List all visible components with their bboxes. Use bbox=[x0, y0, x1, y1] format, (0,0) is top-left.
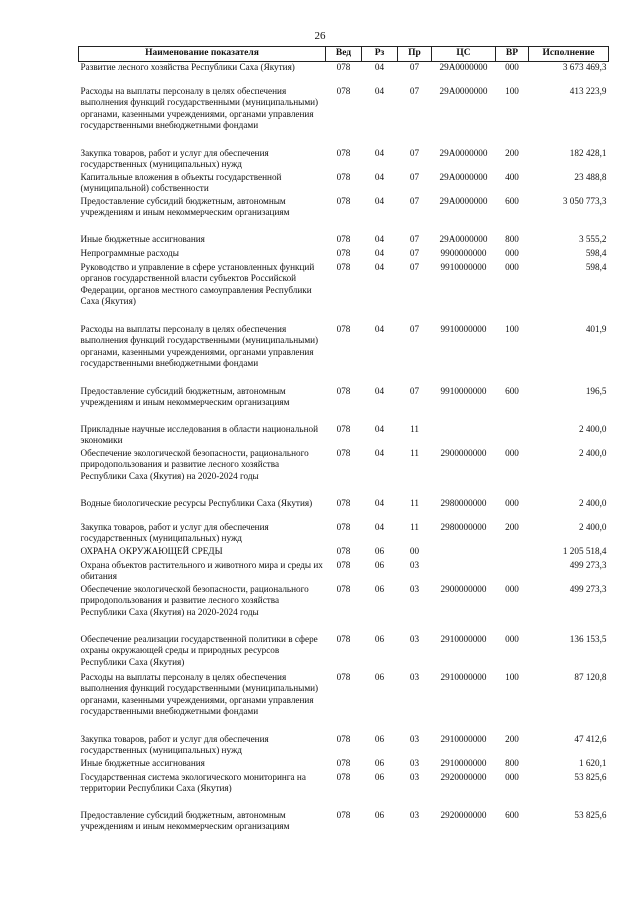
row-ved: 078 bbox=[336, 671, 351, 682]
row-ved: 078 bbox=[336, 771, 351, 782]
row-ved: 078 bbox=[336, 323, 351, 334]
row-name: Руководство и управление в сфере установленных функций органов государственной власти субъектов Российской Федерации, органов местного самоуправления Республики Саха (Якутия) bbox=[80, 261, 315, 307]
row-amount: 598,4 bbox=[585, 261, 607, 272]
row-amount: 53 825,6 bbox=[574, 771, 607, 782]
row-rz: 06 bbox=[374, 671, 385, 682]
header-rz: Рз bbox=[362, 47, 398, 62]
row-rz: 04 bbox=[374, 233, 385, 244]
row-pr: 00 bbox=[409, 545, 420, 556]
row-vr: 000 bbox=[505, 247, 519, 258]
row-name: Иные бюджетные ассигнования bbox=[80, 757, 205, 768]
row-vr: 000 bbox=[505, 583, 519, 594]
row-pr: 07 bbox=[409, 247, 420, 258]
row-cs: 2980000000 bbox=[440, 497, 487, 508]
table-row bbox=[79, 584, 609, 634]
table-row bbox=[79, 248, 609, 262]
row-vr: 000 bbox=[505, 261, 519, 272]
row-vr: 600 bbox=[505, 809, 519, 820]
table-row bbox=[79, 62, 609, 86]
row-ved: 078 bbox=[336, 497, 351, 508]
row-cs: 29А0000000 bbox=[439, 195, 488, 206]
row-rz: 06 bbox=[374, 733, 385, 744]
row-ved: 078 bbox=[336, 85, 351, 96]
header-amount: Исполнение bbox=[529, 47, 609, 62]
row-vr bbox=[496, 424, 529, 448]
table-row bbox=[79, 546, 609, 560]
row-amount: 1 205 518,4 bbox=[562, 545, 607, 556]
row-vr: 100 bbox=[505, 323, 519, 334]
row-cs: 2920000000 bbox=[440, 771, 487, 782]
row-pr: 03 bbox=[409, 633, 420, 644]
row-pr: 07 bbox=[409, 195, 420, 206]
row-pr: 03 bbox=[409, 583, 420, 594]
row-rz: 04 bbox=[374, 423, 385, 434]
row-amount: 413 223,9 bbox=[569, 85, 607, 96]
row-amount: 499 273,3 bbox=[569, 559, 607, 570]
row-amount: 136 153,5 bbox=[569, 633, 607, 644]
row-rz: 04 bbox=[374, 62, 385, 72]
row-pr: 03 bbox=[409, 771, 420, 782]
row-pr: 07 bbox=[409, 261, 420, 272]
row-rz: 04 bbox=[374, 85, 385, 96]
row-vr: 100 bbox=[505, 671, 519, 682]
row-rz: 04 bbox=[374, 385, 385, 396]
row-amount: 196,5 bbox=[585, 385, 607, 396]
table-row bbox=[79, 196, 609, 234]
row-name: Непрограммные расходы bbox=[80, 247, 179, 258]
row-ved: 078 bbox=[336, 261, 351, 272]
row-amount: 3 555,2 bbox=[578, 233, 607, 244]
row-amount: 3 673 469,3 bbox=[562, 62, 607, 72]
row-ved: 078 bbox=[336, 633, 351, 644]
header-pr: Пр bbox=[398, 47, 432, 62]
row-rz: 06 bbox=[374, 809, 385, 820]
row-cs: 2900000000 bbox=[440, 583, 487, 594]
row-name: Прикладные научные исследования в области национальной экономики bbox=[80, 423, 318, 446]
row-amount: 2 400,0 bbox=[578, 447, 607, 458]
row-cs: 2910000000 bbox=[440, 757, 487, 768]
row-pr: 07 bbox=[409, 85, 420, 96]
row-cs: 2910000000 bbox=[440, 633, 487, 644]
row-name: Водные биологические ресурсы Республики Саха (Якутия) bbox=[80, 497, 313, 508]
row-cs: 2910000000 bbox=[440, 671, 487, 682]
row-ved: 078 bbox=[336, 171, 351, 182]
row-amount: 3 050 773,3 bbox=[562, 195, 607, 206]
row-cs: 29А0000000 bbox=[439, 147, 488, 158]
row-vr: 000 bbox=[505, 497, 519, 508]
row-amount: 401,9 bbox=[585, 323, 607, 334]
row-vr bbox=[496, 546, 529, 560]
table-row bbox=[79, 172, 609, 196]
row-ved: 078 bbox=[336, 559, 351, 570]
row-pr: 03 bbox=[409, 809, 420, 820]
row-rz: 04 bbox=[374, 147, 385, 158]
budget-table bbox=[78, 46, 609, 834]
row-ved: 078 bbox=[336, 233, 351, 244]
row-rz: 04 bbox=[374, 521, 385, 532]
row-vr bbox=[496, 560, 529, 584]
row-name: Охрана объектов растительного и животного мира и среды их обитания bbox=[80, 559, 323, 582]
row-cs: 29А0000000 bbox=[439, 171, 488, 182]
row-rz: 06 bbox=[374, 545, 385, 556]
row-name: Обеспечение экологической безопасности, рационального природопользования и развитие лесного хозяйства Республики Саха (Якутия) на 2020-2024 годы bbox=[80, 447, 309, 481]
row-cs: 9910000000 bbox=[440, 385, 487, 396]
row-name: Развитие лесного хозяйства Республики Саха (Якутия) bbox=[80, 62, 295, 72]
table-row bbox=[79, 810, 609, 834]
row-ved: 078 bbox=[336, 733, 351, 744]
table-row bbox=[79, 634, 609, 672]
row-pr: 03 bbox=[409, 733, 420, 744]
row-pr: 07 bbox=[409, 171, 420, 182]
row-name: Закупка товаров, работ и услуг для обеспечения государственных (муниципальных) нужд bbox=[80, 733, 269, 756]
header-vr: ВР bbox=[496, 47, 529, 62]
row-pr: 07 bbox=[409, 385, 420, 396]
row-vr: 200 bbox=[505, 521, 519, 532]
row-rz: 06 bbox=[374, 633, 385, 644]
row-cs: 29А0000000 bbox=[439, 62, 488, 72]
row-amount: 23 488,8 bbox=[574, 171, 607, 182]
row-cs: 2980000000 bbox=[440, 521, 487, 532]
row-pr: 11 bbox=[410, 521, 419, 532]
row-vr: 600 bbox=[505, 195, 519, 206]
table-row bbox=[79, 498, 609, 522]
row-vr: 800 bbox=[505, 233, 519, 244]
row-name: Иные бюджетные ассигнования bbox=[80, 233, 205, 244]
table-row bbox=[79, 772, 609, 810]
table-row bbox=[79, 86, 609, 148]
table-row bbox=[79, 234, 609, 248]
row-rz: 04 bbox=[374, 195, 385, 206]
row-pr: 07 bbox=[409, 62, 420, 72]
row-cs: 2910000000 bbox=[440, 733, 487, 744]
row-name: Закупка товаров, работ и услуг для обеспечения государственных (муниципальных) нужд bbox=[80, 521, 269, 544]
row-ved: 078 bbox=[336, 809, 351, 820]
table-row bbox=[79, 386, 609, 424]
row-ved: 078 bbox=[336, 147, 351, 158]
row-rz: 04 bbox=[374, 497, 385, 508]
table-row bbox=[79, 148, 609, 172]
row-ved: 078 bbox=[336, 423, 351, 434]
row-amount: 2 400,0 bbox=[578, 423, 607, 434]
table-row bbox=[79, 734, 609, 758]
row-rz: 06 bbox=[374, 771, 385, 782]
row-vr: 000 bbox=[505, 447, 519, 458]
row-ved: 078 bbox=[336, 62, 351, 72]
row-name: Предоставление субсидий бюджетным, автономным учреждениям и иным некоммерческим организациям bbox=[80, 385, 290, 408]
row-vr: 800 bbox=[505, 757, 519, 768]
header-ved: Вед bbox=[326, 47, 362, 62]
row-amount: 2 400,0 bbox=[578, 521, 607, 532]
row-ved: 078 bbox=[336, 385, 351, 396]
row-name: Предоставление субсидий бюджетным, автономным учреждениям и иным некоммерческим организациям bbox=[80, 195, 290, 218]
row-pr: 07 bbox=[409, 147, 420, 158]
row-vr: 600 bbox=[505, 385, 519, 396]
row-vr: 400 bbox=[505, 171, 519, 182]
table-row bbox=[79, 324, 609, 386]
header-name: Наименование показателя bbox=[79, 47, 326, 62]
row-name: ОХРАНА ОКРУЖАЮЩЕЙ СРЕДЫ bbox=[80, 545, 223, 556]
row-cs: 9910000000 bbox=[440, 323, 487, 334]
row-vr: 200 bbox=[505, 733, 519, 744]
row-amount: 53 825,6 bbox=[574, 809, 607, 820]
row-amount: 2 400,0 bbox=[578, 497, 607, 508]
table-row bbox=[79, 424, 609, 448]
row-vr: 000 bbox=[505, 771, 519, 782]
row-amount: 182 428,1 bbox=[569, 147, 607, 158]
row-amount: 87 120,8 bbox=[574, 671, 607, 682]
table-row bbox=[79, 522, 609, 546]
row-pr: 03 bbox=[409, 671, 420, 682]
page-number: 26 bbox=[314, 30, 326, 42]
row-rz: 04 bbox=[374, 261, 385, 272]
row-ved: 078 bbox=[336, 247, 351, 258]
row-cs: 9900000000 bbox=[440, 247, 487, 258]
row-rz: 06 bbox=[374, 559, 385, 570]
row-ved: 078 bbox=[336, 195, 351, 206]
table-row bbox=[79, 672, 609, 734]
row-amount: 47 412,6 bbox=[574, 733, 607, 744]
row-name: Расходы на выплаты персоналу в целях обеспечения выполнения функций государственными (муниципальными) органами, казенными учреждениями, органами управления государственными внебюджетными фондами bbox=[80, 671, 319, 717]
row-vr: 200 bbox=[505, 147, 519, 158]
row-rz: 04 bbox=[374, 247, 385, 258]
row-cs: 29А0000000 bbox=[439, 233, 488, 244]
row-pr: 11 bbox=[410, 447, 419, 458]
row-ved: 078 bbox=[336, 757, 351, 768]
row-amount: 1 620,1 bbox=[578, 757, 607, 768]
row-amount: 598,4 bbox=[585, 247, 607, 258]
row-cs: 2920000000 bbox=[440, 809, 487, 820]
table-row bbox=[79, 262, 609, 324]
row-pr: 07 bbox=[409, 233, 420, 244]
row-pr: 11 bbox=[410, 497, 419, 508]
row-name: Предоставление субсидий бюджетным, автономным учреждениям и иным некоммерческим организациям bbox=[80, 809, 290, 832]
row-vr: 100 bbox=[505, 85, 519, 96]
row-pr: 07 bbox=[409, 323, 420, 334]
row-pr: 11 bbox=[410, 423, 419, 434]
row-pr: 03 bbox=[409, 559, 420, 570]
row-pr: 03 bbox=[409, 757, 420, 768]
row-rz: 04 bbox=[374, 171, 385, 182]
row-vr: 000 bbox=[505, 62, 519, 72]
row-name: Расходы на выплаты персоналу в целях обеспечения выполнения функций государственными (муниципальными) органами, казенными учреждениями, органами управления государственными внебюджетными фондами bbox=[80, 323, 319, 369]
row-cs: 29А0000000 bbox=[439, 85, 488, 96]
row-rz: 04 bbox=[374, 447, 385, 458]
row-name: Расходы на выплаты персоналу в целях обеспечения выполнения функций государственными (муниципальными) органами, казенными учреждениями, органами управления государственными внебюджетными фондами bbox=[80, 85, 319, 131]
row-rz: 04 bbox=[374, 323, 385, 334]
table-row bbox=[79, 758, 609, 772]
row-cs bbox=[432, 546, 496, 560]
row-cs: 9910000000 bbox=[440, 261, 487, 272]
table-row bbox=[79, 560, 609, 584]
header-cs: ЦС bbox=[432, 47, 496, 62]
row-rz: 06 bbox=[374, 583, 385, 594]
row-name: Обеспечение реализации государственной политики в сфере охраны окружающей среды и природных ресурсов Республики Саха (Якутия) bbox=[80, 633, 318, 667]
row-rz: 06 bbox=[374, 757, 385, 768]
row-ved: 078 bbox=[336, 545, 351, 556]
row-cs bbox=[432, 560, 496, 584]
row-name: Государственная система экологического мониторинга на территории Республики Саха (Якутия) bbox=[80, 771, 306, 794]
row-ved: 078 bbox=[336, 521, 351, 532]
row-cs bbox=[432, 424, 496, 448]
row-ved: 078 bbox=[336, 447, 351, 458]
row-name: Обеспечение экологической безопасности, рационального природопользования и развитие лесного хозяйства Республики Саха (Якутия) на 2020-2024 годы bbox=[80, 583, 309, 617]
row-amount: 499 273,3 bbox=[569, 583, 607, 594]
row-name: Капитальные вложения в объекты государственной (муниципальной) собственности bbox=[80, 171, 282, 194]
row-cs: 2900000000 bbox=[440, 447, 487, 458]
row-vr: 000 bbox=[505, 633, 519, 644]
row-ved: 078 bbox=[336, 583, 351, 594]
row-name: Закупка товаров, работ и услуг для обеспечения государственных (муниципальных) нужд bbox=[80, 147, 269, 170]
table-header-row bbox=[79, 47, 609, 62]
table-row bbox=[79, 448, 609, 498]
